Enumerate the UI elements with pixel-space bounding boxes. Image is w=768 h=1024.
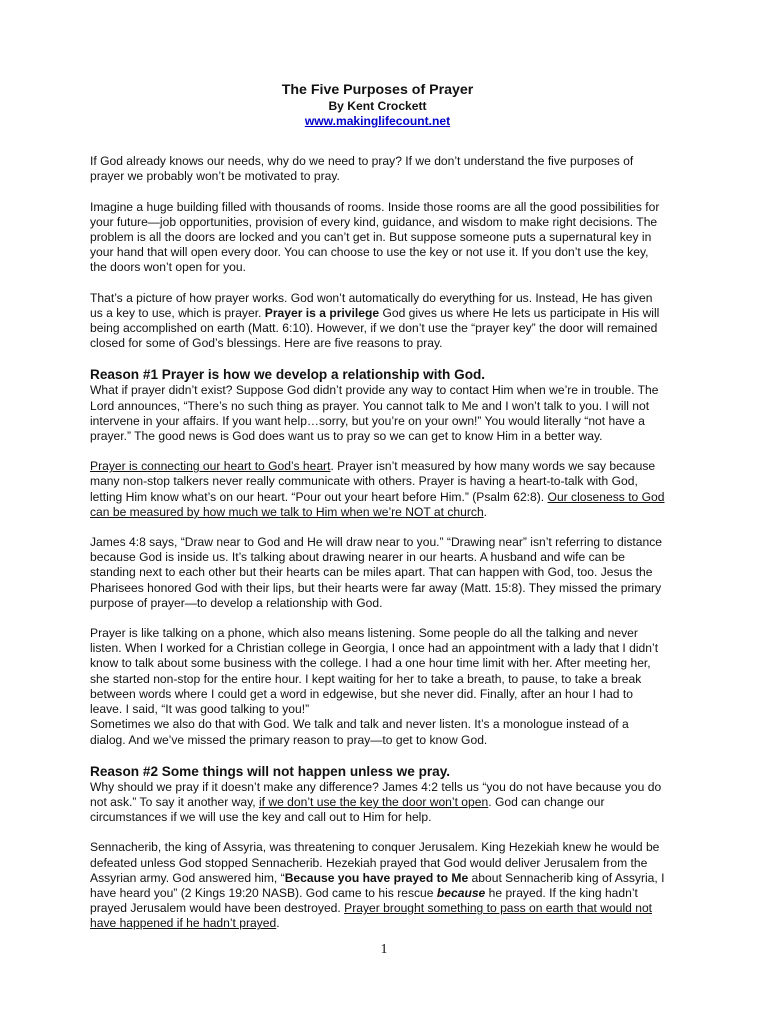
text-span: Sennacherib, the king of Assyria, was threatening to conquer Jerusalem. King Hezekiah knew he would be defeated unless God stopped Sennacherib. Hezekiah prayed that God would deliver Jerusalem from the Assyrian army. God answered him, “ xyxy=(90,840,660,885)
text-span: . God can change our circumstances if we will use the key and call out to Him for help. xyxy=(90,794,605,825)
intro-paragraph-3 xyxy=(90,291,665,352)
underlined-text: Prayer brought something to pass on earth that would not have happened if he hadn’t prayed xyxy=(90,901,653,931)
reason-1-paragraph-4: Prayer is like talking on a phone, which also means listening. Some people do all the talking and never listen. When I worked for a Christian college in Georgia, I once had an appointment with a lady that I didn’t know to talk about some business with the college. I had a one hour time limit with her. After meeting her, she started non-stop for the entire hour. I kept waiting for her to take a breath, to pause, to take a break between words where I could get a word in edgewise, but she never did. Finally, after an hour I had to leave. I said, “It was good talking to you!” xyxy=(90,626,659,717)
reason-1-paragraph-2 xyxy=(90,459,665,520)
reason-1-paragraph-5: Sometimes we also do that with God. We talk and talk and never listen. It’s a monologue instead of a dialog. And we’ve missed the primary reason to pray—to get to know God. xyxy=(90,717,629,747)
text-span: about Sennacherib king of Assyria, I have heard you” (2 Kings 19:20 NASB). God came to his rescue xyxy=(90,870,665,900)
bold-italic-text: because xyxy=(436,885,486,900)
document-page xyxy=(90,78,665,932)
reason-2-heading: Reason #2 Some things will not happen unless we pray. xyxy=(90,763,451,779)
text-span: . xyxy=(276,916,280,931)
bold-text: Because you have prayed to Me xyxy=(284,870,469,885)
document-header xyxy=(90,82,665,129)
text-span: Why should we pray if it doesn’t make any difference? James 4:2 tells us “you do not have because you do not ask.” To say it another way, xyxy=(90,779,662,809)
page-number: 1 xyxy=(380,942,388,957)
text-span: . xyxy=(483,504,488,519)
reason-1-paragraph-1: What if prayer didn’t exist? Suppose God didn’t provide any way to contact Him when we’re in trouble. The Lord announces, “There’s no such thing as prayer. You cannot talk to Me and I won’t talk to you. I will not intervene in your affairs. If you want help…sorry, but you’re on your own!” You would literally “not have a prayer.” The good news is God does want us to pray so we can get to know Him in a better way. xyxy=(90,383,659,444)
document-author: By Kent Crockett xyxy=(328,99,427,113)
reason-2-paragraph-1 xyxy=(90,780,665,826)
intro-paragraph-2: Imagine a huge building filled with thousands of rooms. Inside those rooms are all the good possibilities for your future—job opportunities, provision of every kind, guidance, and wisdom to make right decisions. The problem is all the doors are locked and you can’t get in. But suppose someone puts a supernatural key in your hand that will open every door. You can choose to use the key or not use it. If you don’t use the key, the doors won’t open for you. xyxy=(90,199,660,275)
reason-1-paragraph-3: James 4:8 says, “Draw near to God and He will draw near to you.” “Drawing near” isn’t referring to distance because God is inside us. It’s talking about drawing nearer in our hearts. A husband and wife can be standing next to each other but their hearts can be miles apart. That can happen with God, too. Jesus the Pharisees honored God with their lips, but their hearts were far away (Matt. 15:8). They missed the primary purpose of prayer—to develop a relationship with God. xyxy=(90,535,663,610)
bold-text: Prayer is a privilege xyxy=(264,305,380,320)
underlined-text: Prayer is connecting our heart to God’s heart xyxy=(90,459,331,474)
document-title: The Five Purposes of Prayer xyxy=(281,82,474,98)
website-link[interactable]: www.makinglifecount.net xyxy=(304,114,451,128)
text-span: God gives us where He lets us participate in His will being accomplished on earth (Matt. 6:10). However, if we don’t use the “prayer key” the door will remained closed for some of God’s blessings. Here are five reasons to pray. xyxy=(90,305,660,351)
underlined-text: Our closeness to God can be measured by how much we talk to Him when we’re NOT at church xyxy=(90,489,665,519)
intro-paragraph-1: If God already knows our needs, why do we need to pray? If we don’t understand the five purposes of prayer we probably won’t be motivated to pray. xyxy=(90,154,634,184)
underlined-text: if we don’t use the key the door won’t open xyxy=(258,794,489,809)
text-span: he prayed. If the king hadn’t prayed Jerusalem would have been destroyed. xyxy=(90,885,638,916)
reason-1-heading: Reason #1 Prayer is how we develop a relationship with God. xyxy=(90,367,486,383)
text-span: That’s a picture of how prayer works. God won’t automatically do everything for us. Instead, He has given us a key to use, which is prayer. xyxy=(90,290,653,320)
text-span: . Prayer isn’t measured by how many words we say because many non-stop talkers never really communicate with others. Prayer is having a heart-to-talk with God, letting Him know what’s on our heart. “Pour out your heart before Him.” (Psalm 62:8). xyxy=(90,459,656,504)
reason-2-paragraph-2 xyxy=(90,840,665,931)
